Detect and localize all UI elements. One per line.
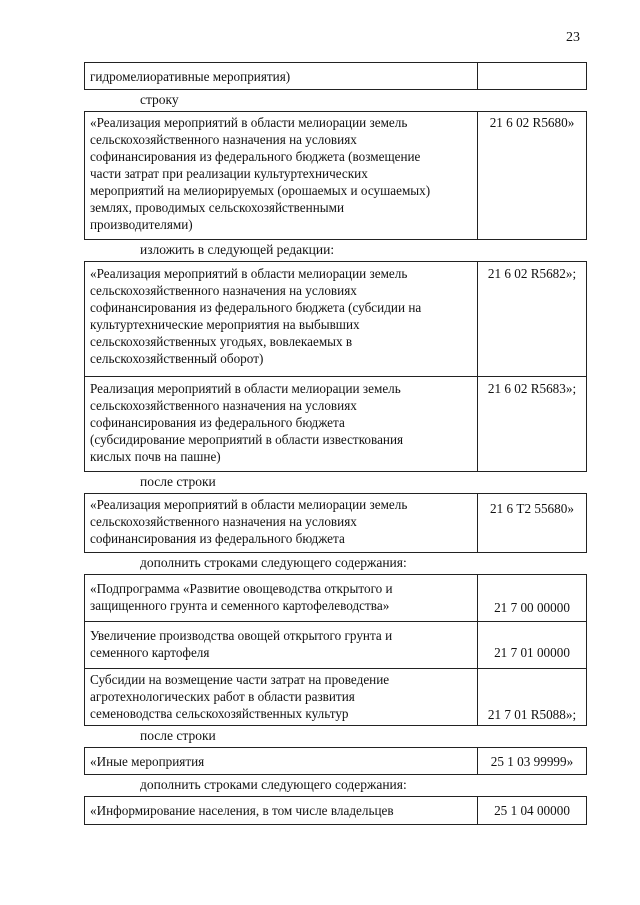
separator-text: дополнить строками следующего содержания: <box>140 555 407 570</box>
table-row <box>84 493 587 553</box>
table-row <box>84 111 587 240</box>
row-text: «Подпрограмма «Развитие овощеводства открытого и защищенного грунта и семенного картофелеводства» <box>85 575 478 621</box>
table-row <box>84 376 587 472</box>
row-text: «Информирование населения, в том числе владельцев <box>85 797 478 824</box>
table-row <box>84 621 587 668</box>
page-number: 23 <box>566 30 580 45</box>
table-row <box>84 796 587 825</box>
separator-text: дополнить строками следующего содержания: <box>140 777 407 792</box>
row-text: Субсидии на возмещение части затрат на проведение агротехнологических работ в области развития семеноводства сельскохозяйственных культур <box>85 669 478 725</box>
row-code: 21 7 01 R5088»; <box>487 707 577 722</box>
table-row <box>84 747 587 775</box>
table-row <box>84 668 587 726</box>
row-text: «Реализация мероприятий в области мелиорации земель сельскохозяйственного назначения на условиях софинансирования из федерального бюджета (возмещение части затрат при реализации культуртехнических мероприятий на мелиорируемых (орошаемых и осушаемых) землях, проводимых сельскохозяйственными производителями) <box>85 112 478 239</box>
row-text: «Реализация мероприятий в области мелиорации земель сельскохозяйственного назначения на условиях софинансирования из федерального бюджета <box>85 494 478 552</box>
row-text: Реализация мероприятий в области мелиорации земель сельскохозяйственного назначения на условиях софинансирования из федерального бюджета (субсидирование мероприятий в области известкования кислых почв на пашне) <box>85 377 478 471</box>
separator-text: после строки <box>140 728 216 743</box>
row-code: 21 6 Т2 55680» <box>490 501 574 516</box>
row-code: 25 1 04 00000 <box>494 803 570 818</box>
table-row <box>84 574 587 621</box>
row-code: 21 6 02 R5680» <box>489 115 575 130</box>
row-text: «Реализация мероприятий в области мелиорации земель сельскохозяйственного назначения на условиях софинансирования из федерального бюджета (субсидии на культуртехнические мероприятия на выбывших сельскохозяйственных угодьях, вовлекаемых в сельскохозяйственный оборот) <box>85 262 478 376</box>
table-row <box>84 261 587 376</box>
row-code: 21 6 02 R5683»; <box>487 381 577 396</box>
row-code <box>478 63 586 89</box>
row-text: Увеличение производства овощей открытого грунта и семенного картофеля <box>85 622 478 668</box>
row-code: 25 1 03 99999» <box>490 754 574 769</box>
separator-text: строку <box>140 92 179 107</box>
row-text: «Иные мероприятия <box>85 748 478 774</box>
separator-text: после строки <box>140 474 216 489</box>
row-text: гидромелиоративные мероприятия) <box>85 63 478 89</box>
table-row <box>84 62 587 90</box>
row-code: 21 7 01 00000 <box>494 645 570 660</box>
row-code: 21 6 02 R5682»; <box>487 266 577 281</box>
separator-text: изложить в следующей редакции: <box>140 242 335 257</box>
row-code: 21 7 00 00000 <box>494 600 570 615</box>
